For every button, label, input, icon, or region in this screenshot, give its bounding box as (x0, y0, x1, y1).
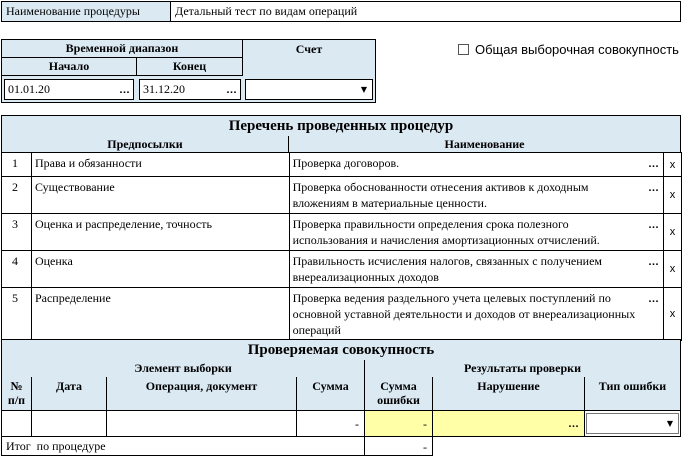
col-error-type-header-text: Тип ошибки (598, 379, 667, 393)
procedure-row-name[interactable] (289, 153, 663, 177)
procedure-row-name-text: Проверка обоснованности отнесения активов к доходным вложениям в материальные ценности. (292, 180, 589, 210)
procedure-row (2, 177, 682, 214)
time-range-title (2, 40, 243, 58)
procedures-table (1, 152, 682, 341)
procedures-list-title-text: Перечень проведенных процедур (228, 117, 454, 134)
procedure-row-num: 4 (2, 251, 32, 288)
end-date-input[interactable] (139, 79, 241, 100)
procedure-row-name-text: Проверка договоров. (292, 156, 400, 170)
row-num-cell[interactable] (1, 410, 32, 437)
ellipsis-icon[interactable]: … (568, 417, 578, 430)
remove-procedure-button[interactable]: x (663, 214, 681, 251)
procedure-row-num: 3 (2, 214, 32, 251)
total-value-cell (364, 436, 433, 456)
general-sample-option[interactable] (458, 41, 682, 57)
procedure-row-name[interactable] (289, 251, 663, 288)
procedure-row-name-text: Правильность исчисления налогов, связанных с получением внереализационных доходов (292, 254, 602, 284)
total-label-text: Итог по процедуре (6, 438, 106, 453)
row-error-sum-value: - (423, 417, 427, 431)
procedure-row (2, 214, 682, 251)
procedure-row (2, 288, 682, 341)
col-error-type-header (584, 377, 681, 411)
premises-header (1, 136, 289, 153)
col-date-header-text: Дата (56, 379, 82, 393)
col-num-header (1, 377, 32, 411)
chevron-down-icon[interactable]: ▼ (360, 85, 367, 94)
col-operation-header (106, 377, 297, 411)
col-num-header-text: № п/п (7, 379, 26, 407)
col-error-sum-header (364, 377, 433, 411)
ellipsis-icon[interactable]: … (226, 83, 236, 96)
col-date-header (31, 377, 107, 411)
general-sample-checkbox[interactable] (458, 44, 469, 55)
remove-procedure-button[interactable]: x (663, 153, 681, 177)
procedure-row-name[interactable] (289, 288, 663, 341)
col-sum-header-text: Сумма (312, 379, 349, 393)
start-label-text: Начало (48, 59, 90, 73)
col-sum-header (296, 377, 365, 411)
ellipsis-icon[interactable]: … (647, 182, 658, 194)
ellipsis-icon[interactable]: … (647, 256, 658, 268)
name-header (288, 136, 681, 153)
procedure-row (2, 251, 682, 288)
row-violation-cell[interactable] (432, 410, 585, 437)
procedure-name-value: Детальный тест по видам операций (175, 4, 358, 18)
account-select[interactable] (245, 79, 373, 100)
account-label-text: Счет (295, 42, 323, 56)
col-error-sum-header-text: Сумма ошибки (377, 379, 420, 407)
col-violation-header-text: Нарушение (477, 379, 540, 393)
total-value-text: - (423, 440, 427, 454)
procedure-name-field[interactable] (170, 1, 681, 22)
remove-procedure-button[interactable]: x (663, 251, 681, 288)
general-sample-label: Общая выборочная совокупность (475, 41, 679, 57)
procedure-label-text: Наименование процедуры (6, 4, 140, 18)
procedures-list-title (1, 115, 681, 137)
start-date-input[interactable] (4, 79, 134, 100)
check-results-header (364, 360, 681, 378)
remove-procedure-button[interactable]: x (663, 288, 681, 341)
row-error-sum-cell[interactable] (364, 410, 433, 437)
name-header-text: Наименование (444, 136, 525, 151)
ellipsis-icon[interactable]: … (647, 158, 658, 170)
col-operation-header-text: Операция, документ (145, 379, 258, 393)
start-date-value: 01.01.20 (8, 82, 50, 96)
procedure-row-name-text: Проверка правильности определения срока полезного использования и начисления амортизационных отчислений. (292, 217, 600, 247)
start-label (2, 58, 137, 76)
row-sum-cell[interactable] (296, 410, 365, 437)
procedure-row-premise[interactable]: Оценка и распределение, точность (31, 214, 289, 251)
procedure-row-name[interactable] (289, 214, 663, 251)
procedure-row-premise[interactable]: Оценка (31, 251, 289, 288)
account-label (243, 40, 375, 76)
procedure-row-premise[interactable]: Существование (31, 177, 289, 214)
population-title-text: Проверяемая совокупность (247, 341, 435, 358)
row-operation-cell[interactable] (106, 410, 297, 437)
error-type-select[interactable] (586, 413, 679, 434)
end-label-text: Конец (172, 59, 207, 73)
procedure-row-premise[interactable]: Распределение (31, 288, 289, 341)
row-sum-value: - (355, 417, 359, 431)
procedure-row-name[interactable] (289, 177, 663, 214)
check-results-header-text: Результаты проверки (464, 361, 581, 375)
total-label-cell (1, 436, 365, 456)
ellipsis-icon[interactable]: … (647, 293, 658, 305)
procedure-label (1, 1, 171, 22)
procedure-row-num: 5 (2, 288, 32, 341)
premises-header-text: Предпосылки (107, 136, 183, 151)
end-label (137, 58, 243, 76)
time-range-title-text: Временной диапазон (65, 41, 179, 55)
procedure-row-name-text: Проверка ведения раздельного учета целевых поступлений по основной уставной деятельности и доходов от внереализационных операций (292, 291, 636, 337)
ellipsis-icon[interactable]: … (647, 219, 658, 231)
end-date-value: 31.12.20 (143, 82, 185, 96)
remove-procedure-button[interactable]: x (663, 177, 681, 214)
ellipsis-icon[interactable]: … (119, 83, 129, 96)
sample-element-header (1, 360, 365, 378)
procedure-row-num: 1 (2, 153, 32, 177)
population-title (1, 339, 681, 361)
procedure-row-num: 2 (2, 177, 32, 214)
chevron-down-icon[interactable]: ▼ (666, 419, 673, 428)
col-violation-header (432, 377, 585, 411)
procedure-row (2, 153, 682, 177)
procedure-row-premise[interactable]: Права и обязанности (31, 153, 289, 177)
row-date-cell[interactable] (31, 410, 107, 437)
sample-element-header-text: Элемент выборки (134, 361, 232, 375)
